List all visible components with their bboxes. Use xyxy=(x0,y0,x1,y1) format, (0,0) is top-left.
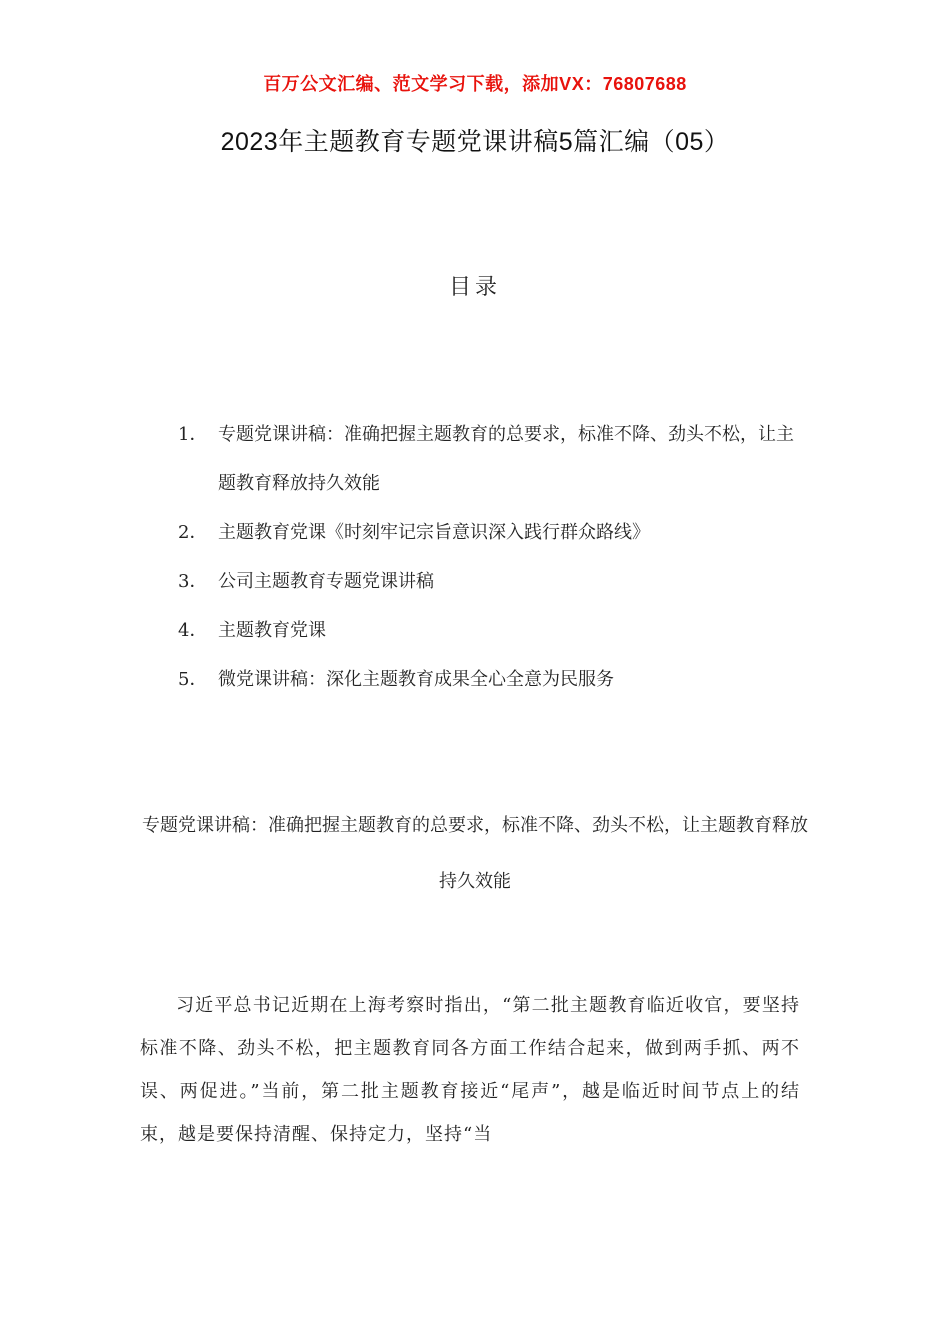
section-title: 专题党课讲稿：准确把握主题教育的总要求，标准不降、劲头不松，让主题教育释放持久效能 xyxy=(142,815,808,892)
toc-item-1 xyxy=(178,410,798,508)
toc-item-number: 4． xyxy=(178,620,208,641)
toc-item-number: 3． xyxy=(178,571,208,592)
toc-item-5 xyxy=(178,655,798,704)
toc-item-text: 微党课讲稿：深化主题教育成果全心全意为民服务 xyxy=(218,669,614,690)
toc-item-text: 主题教育党课《时刻牢记宗旨意识深入践行群众路线》 xyxy=(218,522,650,543)
toc-item-2 xyxy=(178,508,798,557)
toc-item-number: 5． xyxy=(178,669,208,690)
toc-item-text: 公司主题教育专题党课讲稿 xyxy=(218,571,434,592)
toc-item-3 xyxy=(178,557,798,606)
toc-item-number: 2． xyxy=(178,522,208,543)
toc-item-number: 1． xyxy=(178,424,208,445)
toc-heading: 目录 xyxy=(448,275,501,300)
body-paragraph: 习近平总书记近期在上海考察时指出，“第二批主题教育临近收官，要坚持标准不降、劲头不松，把主题教育同各方面工作结合起来，做到两手抓、两不误、两促进。”当前，第二批主题教育接近“尾声”，越是临近时间节点上的结束，越是要保持清醒、保持定力，坚持“当 xyxy=(140,995,800,1145)
table-of-contents xyxy=(178,410,798,704)
document-title: 2023年主题教育专题党课讲稿5篇汇编（05） xyxy=(220,128,730,156)
toc-item-4 xyxy=(178,606,798,655)
toc-item-text: 主题教育党课 xyxy=(218,620,326,641)
toc-item-text: 专题党课讲稿：准确把握主题教育的总要求，标准不降、劲头不松，让主题教育释放持久效能 xyxy=(218,424,794,494)
header-note: 百万公文汇编、范文学习下载，添加VX：76807688 xyxy=(263,74,687,94)
